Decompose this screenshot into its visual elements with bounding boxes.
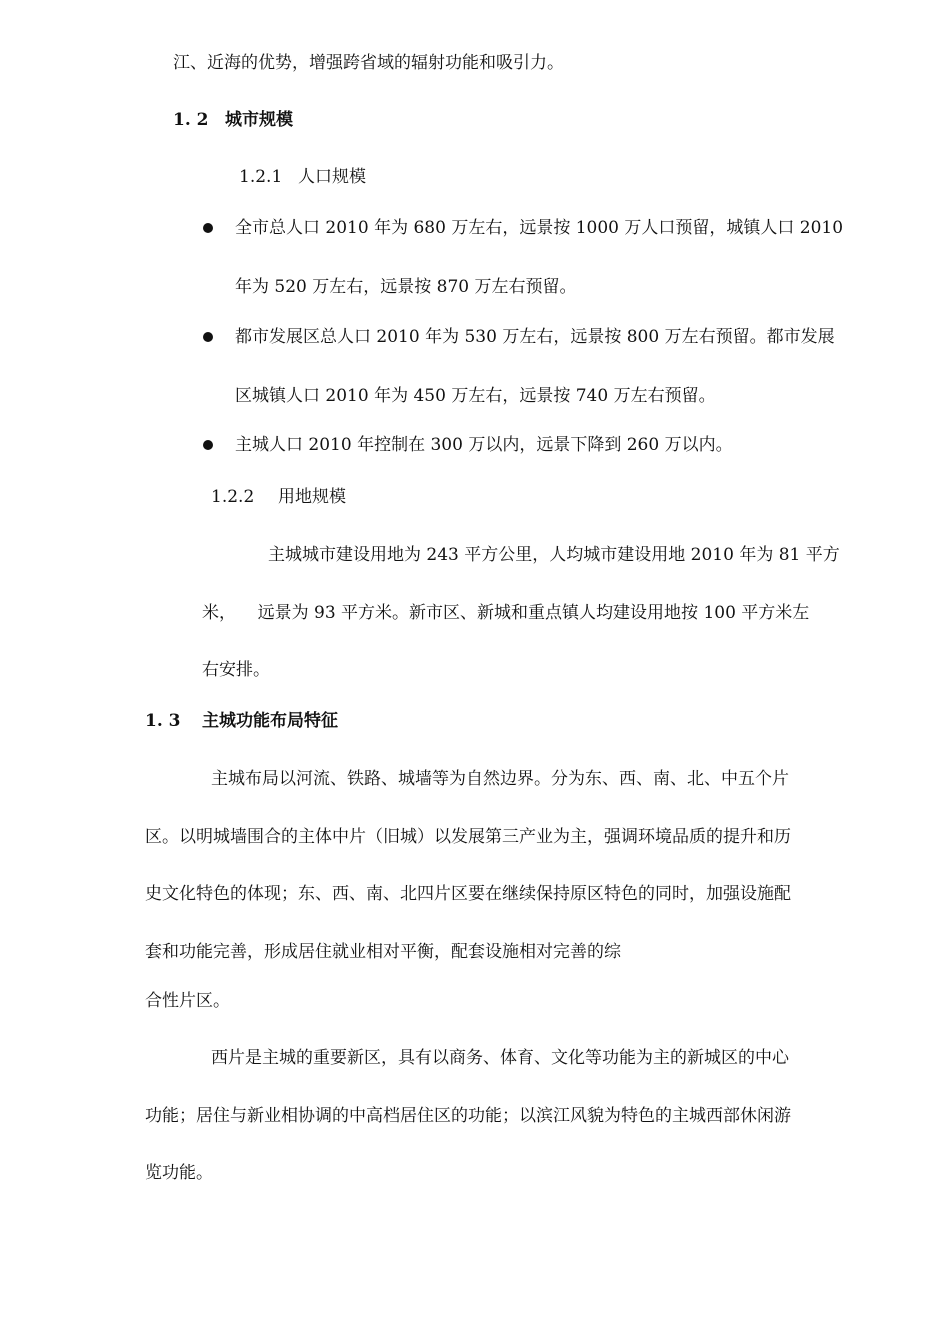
subsection-heading-1-2-2 (211, 486, 346, 508)
paragraph-layout-line-2: 区。以明城墙围合的主体中片（旧城）以发展第三产业为主，强调环境品质的提升和历 (145, 827, 791, 847)
bullet-3-line-1: 主城人口 2010 年控制在 300 万以内，远景下降到 260 万以内。 (235, 435, 733, 455)
paragraph-layout-line-1: 主城布局以河流、铁路、城墙等为自然边界。分为东、西、南、北、中五个片 (211, 769, 789, 789)
paragraph-layout-line-5: 合性片区。 (145, 991, 230, 1011)
bullet-2-line-1: 都市发展区总人口 2010 年为 530 万左右，远景按 800 万左右预留。都市发展 (235, 327, 835, 347)
bullet-2-line-2: 区城镇人口 2010 年为 450 万左右，远景按 740 万左右预留。 (235, 386, 716, 406)
subsection-heading-1-2-1 (239, 166, 366, 188)
section-title: 主城功能布局特征 (202, 711, 338, 731)
bullet-1-line-1: 全市总人口 2010 年为 680 万左右，远景按 1000 万人口预留，城镇人口 2010 (235, 218, 844, 238)
intro-line: 江、近海的优势，增强跨省域的辐射功能和吸引力。 (173, 53, 564, 73)
section-title: 城市规模 (225, 110, 293, 130)
bullet-marker (203, 332, 213, 342)
subsection-number: 1.2.1 (239, 167, 283, 187)
paragraph-west-line-2: 功能；居住与新业相协调的中高档居住区的功能；以滨江风貌为特色的主城西部休闲游 (145, 1106, 791, 1126)
bullet-marker (203, 223, 213, 233)
paragraph-west-line-3: 览功能。 (145, 1163, 213, 1183)
section-heading-1-3 (145, 710, 338, 732)
paragraph-west-line-1: 西片是主城的重要新区，具有以商务、体育、文化等功能为主的新城区的中心 (211, 1048, 789, 1068)
paragraph-land-line-2: 米， 远景为 93 平方米。新市区、新城和重点镇人均建设用地按 100 平方米左 (202, 603, 810, 623)
bullet-marker (203, 440, 213, 450)
section-heading-1-2 (173, 109, 293, 131)
paragraph-layout-line-4: 套和功能完善，形成居住就业相对平衡，配套设施相对完善的综 (145, 942, 621, 962)
subsection-title: 人口规模 (298, 167, 366, 187)
section-number: 1. 3 (145, 711, 181, 731)
subsection-title: 用地规模 (278, 487, 346, 507)
section-number: 1. 2 (173, 110, 209, 130)
paragraph-land-line-3: 右安排。 (202, 660, 270, 680)
subsection-number: 1.2.2 (211, 487, 255, 507)
bullet-1-line-2: 年为 520 万左右，远景按 870 万左右预留。 (235, 277, 577, 297)
paragraph-land-line-1: 主城城市建设用地为 243 平方公里，人均城市建设用地 2010 年为 81 平方 (268, 545, 840, 565)
paragraph-layout-line-3: 史文化特色的体现；东、西、南、北四片区要在继续保持原区特色的同时，加强设施配 (145, 884, 791, 904)
